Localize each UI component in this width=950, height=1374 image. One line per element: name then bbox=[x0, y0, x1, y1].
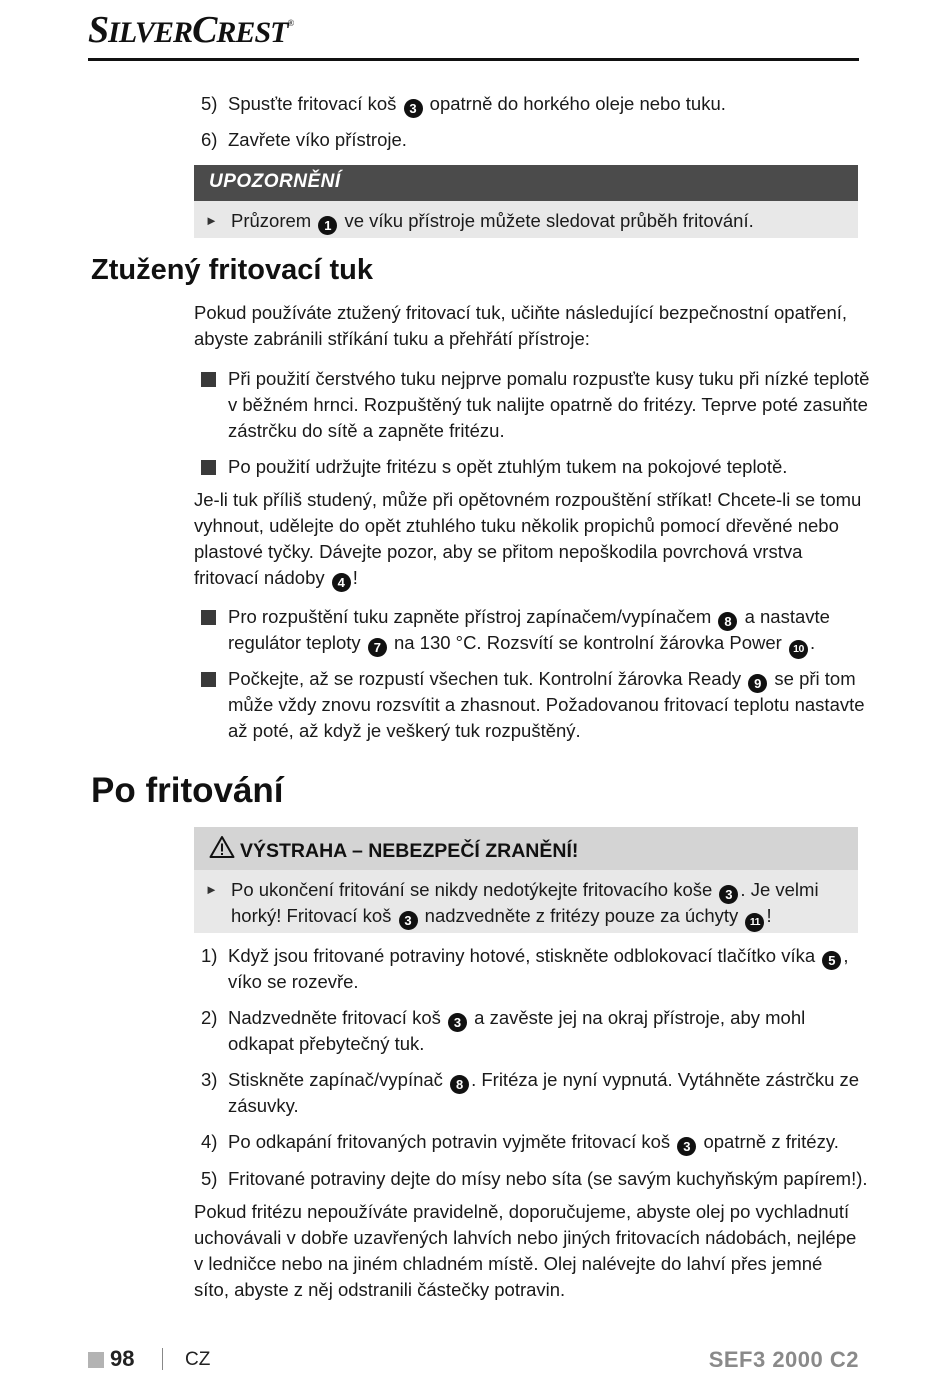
warning-header: VÝSTRAHA – NEBEZPEČÍ ZRANĚNÍ! bbox=[194, 827, 858, 870]
step-text: Zavřete víko přístroje. bbox=[228, 129, 407, 150]
final-line: Pokud fritézu nepoužíváte pravidelně, doporučujeme, abyste olej po vychladnutí bbox=[194, 1201, 850, 1222]
arrow-bullet-icon: ► bbox=[205, 882, 218, 897]
final-line: uchovávali v dobře uzavřených lahvích nebo jiných fritovacích nádobách, nejlépe bbox=[194, 1227, 857, 1248]
step-number: 5) bbox=[201, 1168, 218, 1189]
square-bullet-icon bbox=[201, 372, 216, 387]
bullet-line: Pro rozpuštění tuku zapněte přístroj zapínačem/vypínačem 8 a nastavte bbox=[228, 606, 830, 629]
bullet-line: zástrčku do sítě a zapněte fritézu. bbox=[228, 420, 505, 441]
ref-badge: 3 bbox=[677, 1137, 696, 1156]
section-heading: Ztužený fritovací tuk bbox=[91, 254, 373, 286]
bullet-line: může vždy znovu rozsvítit a zhasnout. Požadovanou fritovací teplotu nastavte bbox=[228, 694, 865, 715]
bullet-line: Po použití udržujte fritézu s opět ztuhlým tukem na pokojové teplotě. bbox=[228, 456, 788, 477]
ref-badge: 3 bbox=[399, 911, 418, 930]
ref-badge: 5 bbox=[822, 951, 841, 970]
bullet-line: až poté, až když je veškerý tuk rozpuštěný. bbox=[228, 720, 581, 741]
arrow-bullet-icon: ► bbox=[205, 213, 218, 228]
ref-badge: 7 bbox=[368, 638, 387, 657]
bullet-line: v běžném hrnci. Rozpuštěný tuk nalijte opatrně do fritézy. Teprve poté zasuňte bbox=[228, 394, 868, 415]
step-line: Po odkapání fritovaných potravin vyjměte fritovací koš 3 opatrně z fritézy. bbox=[228, 1131, 839, 1154]
intro-line: Pokud používáte ztužený fritovací tuk, učiňte následující bezpečnostní opatření, bbox=[194, 302, 848, 323]
warning-line: Po ukončení fritování se nikdy nedotýkejte fritovacího koše 3 . Je velmi bbox=[231, 879, 819, 902]
para-line: plastové tyčky. Dávejte pozor, aby se přitom nepoškodila povrchová vrstva bbox=[194, 541, 803, 562]
bullet-line: regulátor teploty 7 na 130 °C. Rozsvítí se kontrolní žárovka Power 10 . bbox=[228, 630, 815, 659]
square-bullet-icon bbox=[201, 672, 216, 687]
ref-badge: 1 bbox=[318, 216, 337, 235]
ref-badge: 8 bbox=[450, 1075, 469, 1094]
brand-logo: SILVERCREST® bbox=[88, 9, 294, 51]
step-line: Když jsou fritované potraviny hotové, stiskněte odblokovací tlačítko víka 5 , bbox=[228, 945, 849, 968]
step-text: Spusťte fritovací koš 3 opatrně do horkého oleje nebo tuku. bbox=[228, 93, 726, 116]
step-line: odkapat přebytečný tuk. bbox=[228, 1033, 425, 1054]
step-line: Nadzvedněte fritovací koš 3 a zavěste jej na okraj přístroje, aby mohl bbox=[228, 1007, 806, 1030]
ref-badge: 3 bbox=[719, 885, 738, 904]
square-bullet-icon bbox=[201, 460, 216, 475]
header-rule bbox=[88, 58, 859, 61]
footer-model: SEF3 2000 C2 bbox=[708, 1347, 859, 1372]
bullet-line: Počkejte, až se rozpustí všechen tuk. Kontrolní žárovka Ready 9 se při tom bbox=[228, 668, 856, 691]
ref-badge: 8 bbox=[718, 612, 737, 631]
step-line: Fritované potraviny dejte do mísy nebo síta (se savým kuchyňským papírem!). bbox=[228, 1168, 868, 1189]
footer-divider bbox=[162, 1348, 163, 1370]
square-bullet-icon bbox=[201, 610, 216, 625]
ref-badge: 3 bbox=[404, 99, 423, 118]
intro-line: abyste zabránili stříkání tuku a přehřátí přístroje: bbox=[194, 328, 590, 349]
page-number: 98 bbox=[110, 1346, 135, 1371]
step-number: 1) bbox=[201, 945, 218, 966]
para-line: Je-li tuk příliš studený, může při opětovném rozpouštění stříkat! Chcete-li se tomu bbox=[194, 489, 862, 510]
warning-triangle-icon bbox=[209, 835, 235, 859]
ref-badge: 10 bbox=[789, 640, 808, 659]
step-number: 2) bbox=[201, 1007, 218, 1028]
bullet-line: Při použití čerstvého tuku nejprve pomalu rozpusťte kusy tuku při nízké teplotě bbox=[228, 368, 870, 389]
footer-square-icon bbox=[88, 1352, 104, 1368]
note-text: Průzorem 1 ve víku přístroje můžete sledovat průběh fritování. bbox=[231, 210, 754, 233]
warning-line: horký! Fritovací koš 3 nadzvedněte z fritézy pouze za úchyty 11 ! bbox=[231, 903, 772, 932]
ref-badge: 11 bbox=[745, 913, 764, 932]
step-number: 4) bbox=[201, 1131, 218, 1152]
step-line: víko se rozevře. bbox=[228, 971, 359, 992]
step-number: 5) bbox=[201, 93, 218, 114]
para-line: fritovací nádoby 4 ! bbox=[194, 567, 358, 590]
step-line: zásuvky. bbox=[228, 1095, 299, 1116]
step-number: 3) bbox=[201, 1069, 218, 1090]
footer-language: CZ bbox=[185, 1349, 211, 1370]
step-number: 6) bbox=[201, 129, 218, 150]
para-line: vyhnout, udělejte do opět ztuhlého tuku několik propichů pomocí dřevěné nebo bbox=[194, 515, 839, 536]
section-heading: Po fritování bbox=[91, 771, 284, 810]
step-line: Stiskněte zapínač/vypínač 8 . Fritéza je nyní vypnutá. Vytáhněte zástrčku ze bbox=[228, 1069, 860, 1092]
final-line: v ledničce nebo na jiném chladném místě. Olej nalévejte do lahví přes jemné bbox=[194, 1253, 823, 1274]
note-header: UPOZORNĚNÍ bbox=[194, 165, 858, 201]
ref-badge: 3 bbox=[448, 1013, 467, 1032]
ref-badge: 4 bbox=[332, 573, 351, 592]
ref-badge: 9 bbox=[748, 674, 767, 693]
final-line: síto, abyste z něj odstranili částečky potravin. bbox=[194, 1279, 566, 1300]
